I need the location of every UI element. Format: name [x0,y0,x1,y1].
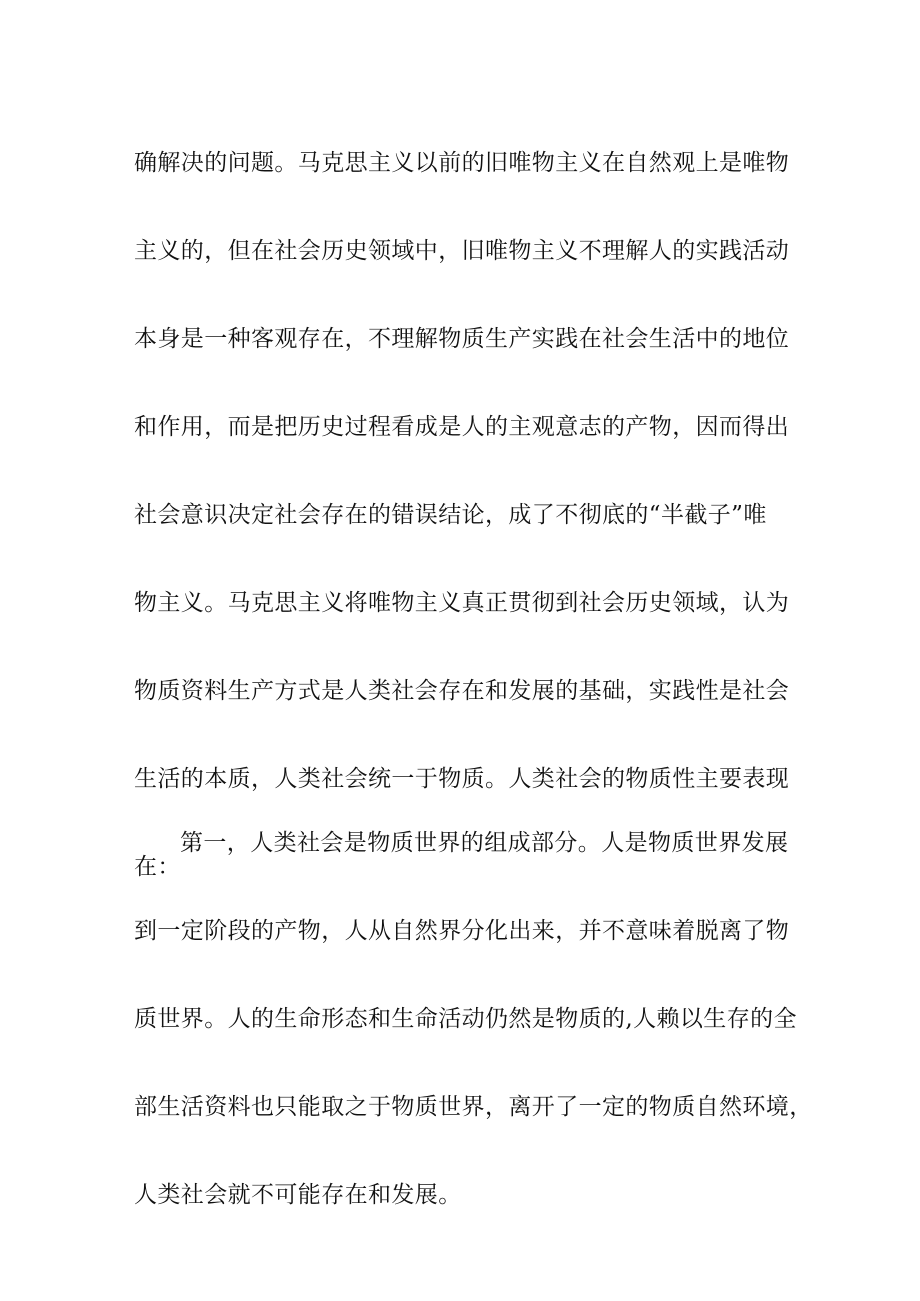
paragraph-1 [134,139,794,931]
paragraph-line: 在： [134,854,181,880]
paragraph-line: 和作用，而是把历史过程看成是人的主观意志的产物，因而得出 [134,414,790,440]
paragraph-line: 本身是一种客观存在，不理解物质生产实践在社会生活中的地位 [134,326,790,352]
paragraph-line: 人类社会就不可能存在和发展。 [134,1182,462,1208]
paragraph-line: 确解决的问题。马克思主义以前的旧唯物主义在自然观上是唯物 [134,150,790,176]
paragraph-line: 社会意识决定社会存在的错误结论，成了不彻底的“半截子”唯 [134,502,767,528]
paragraph-line: 生活的本质，人类社会统一于物质。人类社会的物质性主要表现 [134,766,790,792]
paragraph-2 [134,819,813,1259]
paragraph-line: 物主义。马克思主义将唯物主义真正贯彻到社会历史领域，认为 [134,590,790,616]
paragraph-line: 部生活资料也只能取之于物质世界，离开了一定的物质自然环境， [134,1094,813,1120]
paragraph-line: 主义的，但在社会历史领域中，旧唯物主义不理解人的实践活动 [134,238,790,264]
paragraph-line: 物质资料生产方式是人类社会存在和发展的基础，实践性是社会 [134,678,790,704]
paragraph-line: 质世界。人的生命形态和生命活动仍然是物质的,人赖以生存的全 [134,1006,797,1032]
paragraph-line-indented: 第一，人类社会是物质世界的组成部分。人是物质世界发展 [180,830,789,856]
paragraph-line: 到一定阶段的产物，人从自然界分化出来，并不意味着脱离了物 [134,918,790,944]
